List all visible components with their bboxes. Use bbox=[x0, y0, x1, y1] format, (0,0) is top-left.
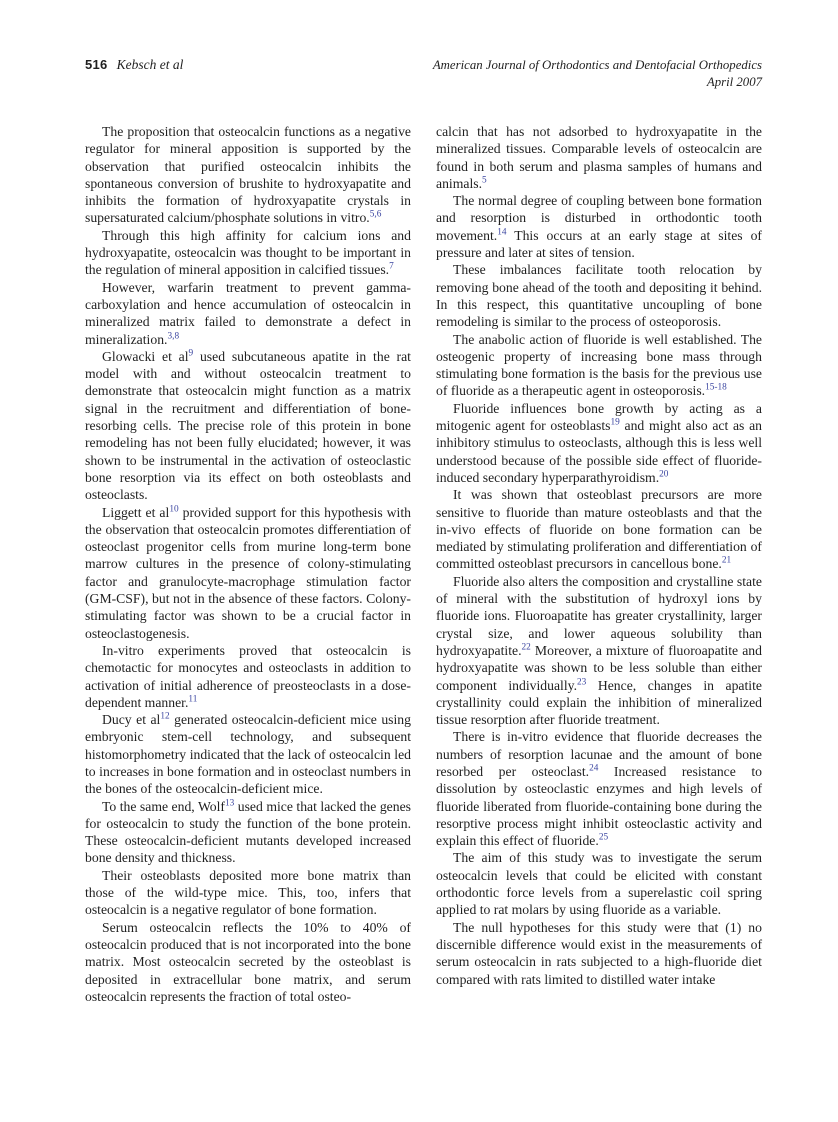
paragraph bbox=[85, 504, 411, 642]
citation-ref[interactable]: 9 bbox=[188, 348, 194, 359]
citation-ref[interactable]: 7 bbox=[389, 261, 394, 272]
text-run: generated osteocalcin-deficient mice using embryonic stem-cell technology, and subsequent histomorphometry indicated that the lack of osteocalcin led to increases in bone formation and in osteoclast numbers in the bones of the osteocalcin-deficient mice. bbox=[85, 712, 411, 797]
paragraph bbox=[85, 642, 411, 711]
citation-ref[interactable]: 12 bbox=[160, 711, 170, 722]
paragraph bbox=[436, 400, 762, 486]
journal-title: American Journal of Orthodontics and Dentofacial Orthopedics bbox=[432, 58, 762, 72]
paragraph bbox=[436, 192, 762, 261]
citation-ref[interactable]: 14 bbox=[497, 227, 507, 238]
citation-ref[interactable]: 11 bbox=[188, 694, 198, 705]
paragraph bbox=[436, 849, 762, 918]
column-left bbox=[85, 123, 411, 1005]
text-run: Increased resistance to dissolution by osteoclastic enzymes and high levels of fluoride liberated from fluoride-containing bone during the resorptive process might inhibit osteoclastic activity and explain this effect of fluoride. bbox=[436, 763, 762, 849]
paragraph bbox=[436, 728, 762, 849]
citation-ref[interactable]: 23 bbox=[577, 676, 587, 687]
running-header bbox=[85, 57, 762, 90]
text-run: These imbalances facilitate tooth relocation by removing bone ahead of the tooth and depositing it behind. In this respect, this quantitative uncoupling of bone remodeling is similar to the process of osteoporosis. bbox=[436, 262, 762, 330]
text-run: Glowacki et al bbox=[102, 348, 189, 364]
header-left bbox=[85, 57, 183, 73]
text-run: The proposition that osteocalcin functions as a negative regulator for mineral apposition is supported by the observation that purified osteocalcin inhibits the spontaneous conversion of brushite to hydroxyapatite and inhibits the formation of hydroxyapatite crystals in supersaturated calcium/phosphate solutions in vitro. bbox=[85, 124, 411, 226]
text-run: Fluoride also alters the composition and crystalline state of mineral with the substitution of hydroxyl ions by fluoride ions. Fluoroapatite has greater crystallinity, larger crystal size, and lower aqueous solubility than hydroxyapatite. bbox=[436, 573, 762, 658]
paragraph bbox=[436, 123, 762, 192]
paragraph bbox=[436, 486, 762, 572]
text-run: There is in-vitro evidence that fluoride decreases the numbers of resorption lacunae and the amount of bone resorbed per osteoclast. bbox=[436, 729, 762, 779]
text-run: Moreover, a mixture of fluoroapatite and hydroxyapatite was shown to be less soluble than either component individually. bbox=[436, 642, 762, 693]
citation-ref[interactable]: 15-18 bbox=[705, 382, 727, 393]
text-run: Liggett et al bbox=[102, 504, 170, 520]
text-run: Through this high affinity for calcium ions and hydroxyapatite, osteocalcin was thought to be important in the regulation of mineral apposition in calcified tissues. bbox=[85, 227, 411, 278]
journal-issue: April 2007 bbox=[706, 74, 762, 89]
text-run: It was shown that osteoblast precursors are more sensitive to fluoride than mature osteoblasts and that the in-vivo effects of fluoride on bone formation can be mediated by stimulating proliferation and differentiation of committed osteoblast precursors in cancellous bone. bbox=[436, 487, 762, 572]
text-run: The null hypotheses for this study were that (1) no discernible difference would exist in the measurements of serum osteocalcin in rats subjected to a high-fluoride diet compared with rats limited to distilled water intake bbox=[436, 919, 762, 987]
paragraph bbox=[85, 227, 411, 279]
text-run: Fluoride influences bone growth by acting as a mitogenic agent for osteoblasts bbox=[436, 400, 762, 434]
citation-ref[interactable]: 20 bbox=[659, 469, 669, 480]
paragraph bbox=[436, 573, 762, 729]
paragraph bbox=[85, 867, 411, 919]
text-run: Ducy et al bbox=[102, 712, 161, 728]
text-run: The anabolic action of fluoride is well established. The osteogenic property of increasing bone mass through stimulating bone formation is the basis for the previous use of fluoride as a therapeutic agent in osteoporosis. bbox=[436, 331, 762, 399]
text-run: Hence, changes in apatite crystallinity could explain the inhibition of mineralized tissue resorption after fluoride treatment. bbox=[436, 677, 762, 728]
text-run: The aim of this study was to investigate the serum osteocalcin levels that could be elicited with constant orthodontic force levels from a superelastic coil spring applied to rat molars by using fluoride as a variable. bbox=[436, 850, 762, 918]
running-author: Kebsch et al bbox=[116, 57, 184, 72]
citation-ref[interactable]: 21 bbox=[721, 555, 732, 566]
citation-ref[interactable]: 22 bbox=[521, 642, 531, 653]
text-run: calcin that has not adsorbed to hydroxyapatite in the mineralized tissues. Comparable levels of osteocalcin are found in both serum and plasma samples of humans and animals. bbox=[436, 124, 762, 191]
citation-ref[interactable]: 5,6 bbox=[369, 209, 382, 220]
text-run: provided support for this hypothesis with the observation that osteocalcin promotes differentiation of osteoclast progenitor cells from murine long-term bone marrow cultures in the presence of colony-stimulating factor and granulocyte-macrophage stimulation factor (GM-CSF), but not in the absence of these factors. Colony-stimulating factor was shown to be a crucial factor in osteoclastogenesis. bbox=[85, 504, 411, 641]
text-run: Serum osteocalcin reflects the 10% to 40% of osteocalcin produced that is not incorporated into the bone matrix. Most osteocalcin secreted by the osteoblast is deposited in extracellular bone matrix, and serum osteocalcin represents the fraction of total osteo- bbox=[85, 919, 411, 1004]
text-run: To the same end, Wolf bbox=[102, 798, 225, 814]
paragraph bbox=[85, 711, 411, 797]
paragraph bbox=[436, 261, 762, 330]
text-run: This occurs at an early stage at sites of pressure and later at sites of tension. bbox=[436, 227, 762, 261]
page-number: 516 bbox=[85, 57, 108, 72]
citation-ref[interactable]: 19 bbox=[610, 417, 620, 428]
citation-ref[interactable]: 10 bbox=[169, 503, 179, 514]
citation-ref[interactable]: 5 bbox=[482, 175, 487, 186]
text-run: The normal degree of coupling between bone formation and resorption is disturbed in orthodontic tooth movement. bbox=[436, 193, 762, 243]
header-right bbox=[433, 57, 762, 90]
text-run: used subcutaneous apatite in the rat model with and without osteocalcin treatment to demonstrate that osteocalcin might function as a matrix signal in the recruitment and differentiation of bone-resorbing cells. The precise role of this protein in bone remodeling has not been fully elucidated; however, it was shown to be instrumental in the activation of osteoclastic bone resorption via its effect on both osteoblasts and osteoclasts. bbox=[85, 348, 411, 503]
paragraph bbox=[85, 123, 411, 227]
text-run: and might also act as an inhibitory stimulus to osteoclasts, although this is less well understood because of the possible side effect of fluoride-induced secondary hyperparathyroidism. bbox=[436, 418, 762, 485]
paragraph bbox=[436, 331, 762, 400]
text-run: used mice that lacked the genes for osteocalcin to study the function of the bone protein. These osteocalcin-deficient mutants developed increased bone density and thickness. bbox=[85, 798, 411, 866]
text-run: However, warfarin treatment to prevent gamma-carboxylation and hence accumulation of osteocalcin in mineralized matrix failed to demonstrate a defect in mineralization. bbox=[85, 279, 411, 347]
paragraph bbox=[436, 919, 762, 988]
paragraph bbox=[85, 798, 411, 867]
article-body bbox=[85, 123, 762, 1005]
citation-ref[interactable]: 25 bbox=[598, 832, 609, 843]
paragraph bbox=[85, 279, 411, 348]
paragraph bbox=[85, 348, 411, 504]
paragraph bbox=[85, 919, 411, 1005]
text-run: Their osteoblasts deposited more bone matrix than those of the wild-type mice. This, too, infers that osteocalcin is a negative regulator of bone formation. bbox=[85, 867, 411, 918]
citation-ref[interactable]: 24 bbox=[589, 763, 599, 774]
citation-ref[interactable]: 13 bbox=[224, 798, 235, 809]
column-right bbox=[436, 123, 762, 1005]
text-run: In-vitro experiments proved that osteocalcin is chemotactic for monocytes and osteoclasts in addition to activation of initial adherence of preosteoclasts in a dose-dependent manner. bbox=[85, 642, 411, 710]
citation-ref[interactable]: 3,8 bbox=[167, 331, 180, 341]
